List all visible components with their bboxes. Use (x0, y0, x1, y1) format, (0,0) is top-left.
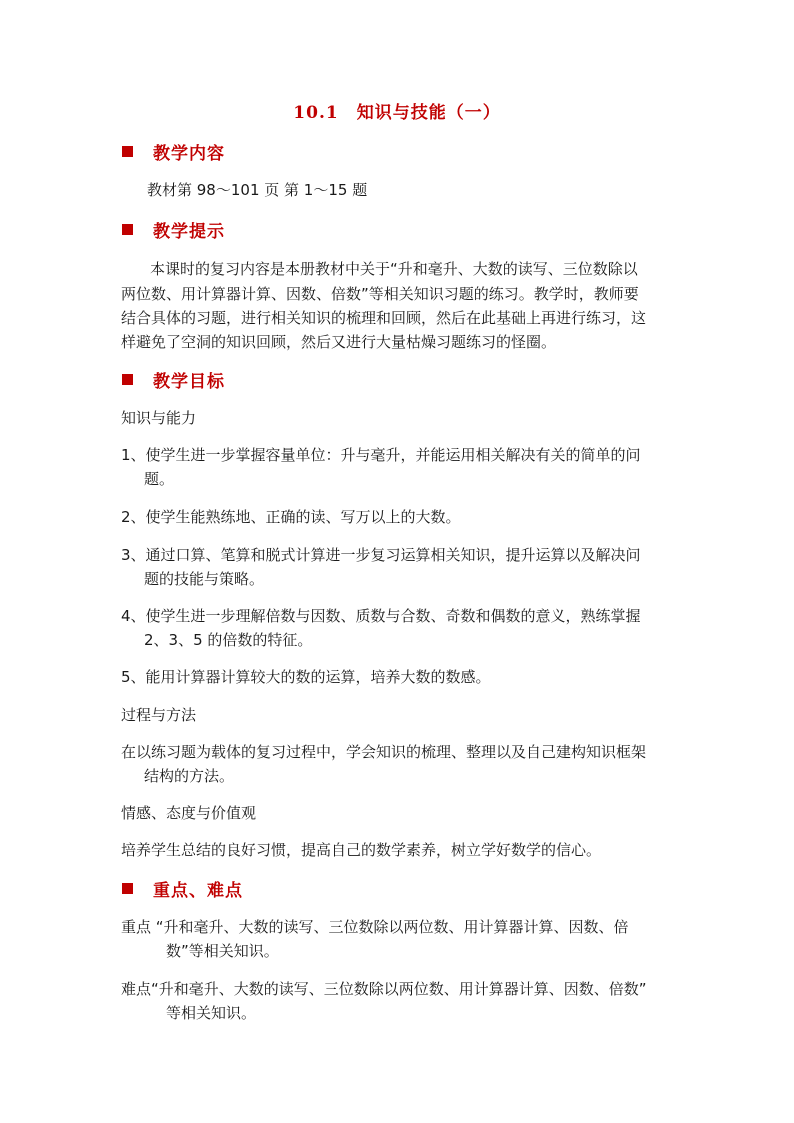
process-text: 结构的方法。 (144, 767, 235, 785)
emotion-text: 培养学生总结的良好习惯，提高自己的数学素养，树立学好数学的信心。 (121, 841, 602, 859)
process-text: 在以练习题为载体的复习过程中，学会知识的梳理、整理以及自己建构知识框架 (121, 743, 647, 761)
section-heading-content (122, 139, 225, 164)
hint-line: 结合具体的习题，进行相关知识的梳理和回顾，然后在此基础上再进行练习，这 (121, 309, 647, 327)
goal-item-line: 5、能用计算器计算较大的数的运算，培养大数的数感。 (121, 668, 491, 686)
key-point-text: 重点 “升和毫升、大数的读写、三位数除以两位数、用计算器计算、因数、倍 (121, 918, 629, 936)
goal-item-line: 2、3、5 的倍数的特征。 (144, 631, 313, 649)
goal-item-line: 4、使学生进一步理解倍数与因数、质数与合数、奇数和偶数的意义，熟练掌握 (121, 607, 641, 625)
subheading-process: 过程与方法 (121, 706, 197, 724)
goal-item-line: 2、使学生能熟练地、正确的读、写万以上的大数。 (121, 508, 461, 526)
square-bullet-icon (122, 883, 133, 894)
section-heading-goals (122, 367, 225, 392)
square-bullet-icon (122, 374, 133, 385)
difficult-point-text: 难点“升和毫升、大数的读写、三位数除以两位数、用计算器计算、因数、倍数” (121, 980, 647, 998)
content-text: 教材第 98～101 页 第 1～15 题 (147, 181, 368, 199)
hint-line: 本课时的复习内容是本册教材中关于“升和毫升、大数的读写、三位数除以 (150, 260, 638, 278)
goal-item-line: 1、使学生进一步掌握容量单位：升与毫升，并能运用相关解决有关的简单的问 (121, 446, 641, 464)
section-heading-label: 重点、难点 (153, 881, 243, 901)
hint-line: 样避免了空洞的知识回顾，然后又进行大量枯燥习题练习的怪圈。 (121, 333, 557, 351)
section-heading-hint (122, 217, 225, 242)
section-heading-label: 教学提示 (153, 222, 225, 242)
square-bullet-icon (122, 146, 133, 157)
subheading-emotion: 情感、态度与价值观 (121, 804, 257, 822)
goal-item-line: 3、通过口算、笔算和脱式计算进一步复习运算相关知识，提升运算以及解决问 (121, 546, 641, 564)
page-title: 10.1 知识与技能（一） (293, 103, 501, 123)
key-point-text: 数”等相关知识。 (166, 942, 279, 960)
hint-line: 两位数、用计算器计算、因数、倍数”等相关知识习题的练习。教学时，教师要 (121, 285, 639, 303)
section-heading-keypoints (122, 876, 243, 901)
difficult-point-text: 等相关知识。 (166, 1004, 257, 1022)
square-bullet-icon (122, 224, 133, 235)
section-heading-label: 教学目标 (153, 372, 225, 392)
goal-item-line: 题。 (144, 470, 175, 488)
goal-item-line: 题的技能与策略。 (144, 570, 265, 588)
subheading-knowledge: 知识与能力 (121, 409, 197, 427)
section-heading-label: 教学内容 (153, 144, 225, 164)
